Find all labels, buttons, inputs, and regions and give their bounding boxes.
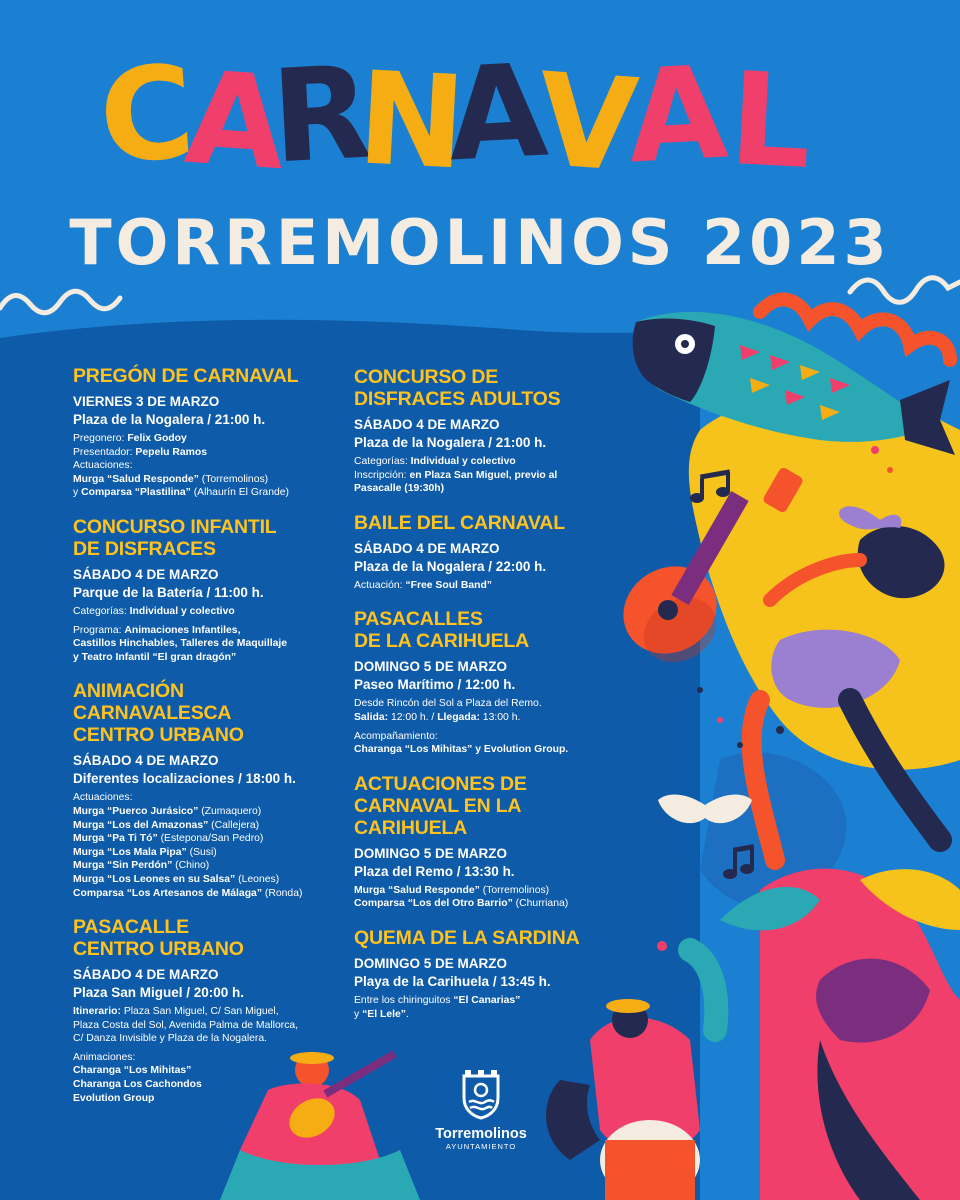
event-detail-line (73, 605, 345, 619)
event-detail-line (354, 469, 614, 483)
event-date: SÁBADO 4 DE MARZO (354, 417, 500, 432)
detail-bold-text: Murga “Los Leones en su Salsa” (73, 873, 236, 885)
detail-text: 12:00 h. / (388, 711, 438, 723)
detail-text: (Callejera) (208, 819, 260, 831)
event-block (73, 516, 345, 664)
detail-bold-text: Murga “Puerco Jurásico” (73, 805, 199, 817)
detail-text: Plaza Costa del Sol, Avenida Palma de Mallorca, (73, 1019, 299, 1031)
detail-text: (Susi) (186, 846, 217, 858)
detail-text: Desde Rincón del Sol a Plaza del Remo. (354, 698, 542, 710)
detail-bold-text: Animaciones Infantiles, (124, 624, 241, 636)
town-crest-icon (461, 1068, 501, 1120)
detail-bold-text: Comparsa “Los Artesanos de Málaga” (73, 887, 263, 899)
event-title: PASACALLE CENTRO URBANO (73, 916, 244, 961)
event-detail-line (354, 579, 614, 593)
detail-bold-text: Llegada: (437, 711, 480, 723)
detail-text: Categorías: (73, 605, 130, 617)
detail-text: (Chino) (172, 860, 210, 872)
detail-text: (Estepona/San Pedro) (157, 833, 264, 845)
event-detail-line (354, 730, 614, 744)
event-detail-line (354, 482, 614, 496)
detail-text: Programa: (73, 624, 125, 636)
event-detail-line (73, 819, 345, 833)
event-detail-line (73, 1019, 345, 1033)
event-detail-line (354, 743, 614, 757)
event-detail-line (354, 994, 614, 1008)
torremolinos-logo (424, 1068, 538, 1151)
detail-text: (Zumaquero) (198, 805, 262, 817)
event-block (73, 680, 345, 900)
detail-text: Actuaciones: (73, 460, 133, 472)
detail-bold-text: Murga “Salud Responde” (354, 884, 480, 896)
detail-text: Entre los chiringuitos (354, 994, 454, 1006)
event-detail-line (73, 486, 345, 500)
event-detail-line (73, 624, 345, 638)
detail-text: (Torremolinos) (198, 473, 269, 485)
logo-subtitle: AYUNTAMIENTO (445, 1142, 517, 1151)
title-letter-r: R (268, 38, 375, 193)
events-left-column (73, 365, 345, 1121)
event-detail-line (73, 1032, 345, 1046)
event-detail-line (73, 1092, 345, 1106)
event-title: ANIMACIÓN CARNAVALESCA CENTRO URBANO (73, 680, 244, 747)
event-place-time: Plaza San Miguel / 20:00 h. (73, 985, 245, 1001)
events-right-column (354, 366, 614, 1037)
subtitle: TORREMOLINOS 2023 (69, 206, 891, 279)
event-place-time: Plaza de la Nogalera / 21:00 h. (354, 435, 547, 450)
detail-text: y (73, 487, 82, 499)
event-block (354, 512, 614, 593)
detail-bold-text: Murga “Salud Responde” (73, 473, 199, 485)
event-detail-line (354, 455, 614, 469)
detail-text: Presentador: (73, 446, 136, 458)
event-date: DOMINGO 5 DE MARZO (354, 955, 508, 971)
title-letter-c: C (94, 37, 199, 194)
event-title: BAILE DEL CARNAVAL (354, 511, 565, 534)
detail-bold-text: Murga “Los Mala Pipa” (73, 846, 187, 858)
event-date: DOMINGO 5 DE MARZO (354, 659, 508, 675)
event-date: SÁBADO 4 DE MARZO (354, 540, 500, 556)
event-title: PASACALLES DE LA CARIHUELA (354, 608, 530, 653)
detail-bold-text: Murga “Pa Ti Tó” (73, 833, 158, 845)
event-place-time: Paseo Marítimo / 12:00 h. (354, 677, 516, 693)
event-block (354, 608, 614, 756)
event-detail-line (73, 1005, 345, 1019)
event-detail-line (73, 651, 345, 665)
event-place-time: Plaza de la Nogalera / 22:00 h. (354, 558, 547, 574)
detail-text: (Alhaurín El Grande) (190, 487, 289, 499)
title-letter-v: V (532, 45, 643, 202)
event-place-time: Playa de la Carihuela / 13:45 h. (354, 973, 551, 989)
event-detail-line (73, 446, 345, 460)
detail-text: y (354, 1008, 363, 1020)
event-detail-line (73, 873, 345, 887)
detail-bold-text: Individual y colectivo (410, 456, 516, 467)
detail-text: 13:00 h. (479, 711, 521, 723)
title-letter-l: L (726, 44, 816, 199)
event-date: VIERNES 3 DE MARZO (73, 394, 220, 409)
event-block (354, 927, 614, 1021)
event-detail-line (73, 1051, 345, 1065)
detail-bold-text: Murga “Los del Amazonas” (73, 819, 209, 831)
detail-text: (Leones) (235, 873, 280, 885)
detail-text: (Torremolinos) (479, 884, 550, 896)
detail-text: Actuaciones: (73, 792, 133, 804)
title-letter-a: A (444, 36, 551, 191)
event-detail-line (73, 459, 345, 473)
detail-bold-text: “El Lele” (362, 1008, 406, 1020)
wave-right-decoration (850, 278, 960, 303)
event-date: SÁBADO 4 DE MARZO (73, 566, 219, 582)
detail-bold-text: Castillos Hinchables, Talleres de Maquillaje (73, 638, 288, 650)
detail-text: Pregonero: (73, 433, 128, 444)
event-block (73, 365, 345, 500)
event-detail-line (73, 805, 345, 819)
detail-text: Categorías: (354, 456, 411, 467)
detail-bold-text: Evolution Group (73, 1092, 155, 1104)
detail-text: C/ Danza Invisible y Plaza de la Nogalera. (73, 1033, 268, 1045)
detail-text: Inscripción: (354, 469, 410, 481)
event-detail-line (73, 859, 345, 873)
title-letter-a: A (180, 43, 291, 200)
detail-text: (Churriana) (512, 898, 569, 910)
feather-dancer-illustration (720, 869, 960, 1200)
event-place-time: Parque de la Batería / 11:00 h. (73, 584, 264, 600)
wave-left-decoration (0, 291, 120, 313)
event-title: CONCURSO INFANTIL DE DISFRACES (73, 515, 277, 560)
detail-bold-text: Individual y colectivo (129, 605, 235, 617)
event-detail-line (354, 697, 614, 711)
event-detail-line (73, 637, 345, 651)
detail-text: . (405, 1008, 409, 1020)
detail-bold-text: Charanga “Los Mihitas” (73, 1065, 192, 1077)
event-title: ACTUACIONES DE CARNAVAL EN LA CARIHUELA (354, 772, 527, 839)
event-title: QUEMA DE LA SARDINA (354, 926, 580, 949)
detail-bold-text: y Teatro Infantil “El gran dragón” (73, 651, 237, 663)
event-detail-line (73, 832, 345, 846)
title-letter-n: N (354, 44, 469, 199)
event-block (354, 366, 614, 496)
event-detail-line (354, 1008, 614, 1022)
event-date: SÁBADO 4 DE MARZO (73, 753, 219, 769)
detail-bold-text: “El Canarias” (453, 994, 521, 1006)
event-detail-line (73, 473, 345, 487)
event-detail-line (73, 1078, 345, 1092)
event-title: PREGÓN DE CARNAVAL (73, 365, 299, 387)
detail-bold-text: Salida: (354, 711, 389, 723)
detail-bold-text: Comparsa “Plastilina” (81, 487, 191, 499)
detail-bold-text: “Free Soul Band” (405, 579, 493, 591)
event-place-time: Plaza de la Nogalera / 21:00 h. (73, 412, 266, 427)
event-place-time: Diferentes localizaciones / 18:00 h. (73, 771, 296, 787)
detail-text: Acompañamiento: (354, 730, 438, 742)
logo-name: Torremolinos (435, 1126, 527, 1142)
event-detail-line (73, 432, 345, 446)
event-detail-line (73, 887, 345, 901)
event-place-time: Plaza del Remo / 13:30 h. (354, 863, 515, 879)
detail-bold-text: Itinerario: (73, 1006, 124, 1018)
event-block (73, 916, 345, 1105)
event-detail-line (73, 846, 345, 860)
detail-text: Animaciones: (73, 1051, 136, 1063)
detail-bold-text: Pasacalle (19:30h) (354, 483, 445, 495)
event-date: DOMINGO 5 DE MARZO (354, 845, 508, 861)
event-title: CONCURSO DE DISFRACES ADULTOS (354, 366, 561, 410)
detail-bold-text: Charanga “Los Mihitas” y Evolution Group. (354, 744, 569, 756)
detail-text: Actuación: (354, 579, 406, 591)
detail-bold-text: Pepelu Ramos (135, 446, 207, 458)
detail-text: Plaza San Miguel, C/ San Miguel, (123, 1006, 279, 1018)
event-detail-line (354, 884, 614, 898)
detail-bold-text: en Plaza San Miguel, previo al (409, 469, 558, 481)
event-detail-line (354, 897, 614, 911)
event-block (354, 773, 614, 911)
event-detail-line (73, 791, 345, 805)
event-detail-line (354, 711, 614, 725)
event-date: SÁBADO 4 DE MARZO (73, 967, 219, 983)
title-letter-a: A (624, 38, 731, 193)
detail-bold-text: Charanga Los Cachondos (73, 1079, 202, 1091)
event-detail-line (73, 1064, 345, 1078)
detail-text: (Ronda) (262, 887, 303, 899)
detail-bold-text: Murga “Sin Perdón” (73, 860, 173, 872)
detail-bold-text: Comparsa “Los del Otro Barrio” (354, 898, 513, 910)
detail-bold-text: Felix Godoy (127, 433, 187, 444)
